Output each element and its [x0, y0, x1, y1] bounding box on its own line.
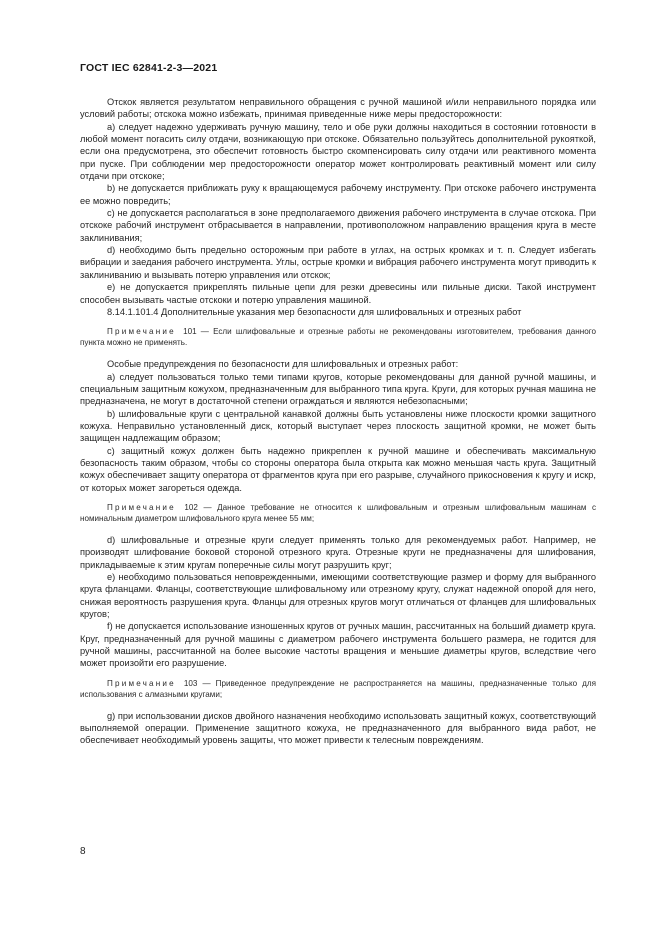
paragraph: Отскок является результатом неправильного обращения с ручной машиной и/или неправильного порядка или условий работы; отскока можно избежать, принимая приведенные ниже меры предосторожности:	[80, 97, 596, 120]
note-label: Примечание	[107, 502, 176, 512]
paragraph: b) шлифовальные круги с центральной канавкой должны быть установлены ниже плоскости кромки защитного кожуха. Неправильно установленный диск, который выступает через плоскость защитной кромки, не может быть защищен надлежащим образом;	[80, 408, 596, 444]
note-text: 102 — Данное требование не относится к шлифовальным и отрезным шлифовальным машинам с номинальным диаметром шлифовального круга менее 55 мм;	[80, 502, 597, 523]
note-101	[80, 326, 596, 348]
paragraph: с) защитный кожух должен быть надежно прикреплен к ручной машине и обеспечивать максимальную безопасность таким образом, чтобы со стороны оператора была открыта как можно меньшая часть круга. Защитный кожух обеспечивает защиту оператора от фрагментов круга при его разрыве, случайного прикосновения к кругу и искр, от которых может загореться одежда.	[80, 445, 596, 493]
page-number: 8	[80, 846, 86, 857]
paragraph: d) шлифовальные и отрезные круги следует применять только для рекомендуемых работ. Например, не производят шлифование боковой стороной отрезного круга. Отрезные круги не предназначены для шлифования, прикладываемые к этим кругам поперечные силы могут разрушить круг;	[80, 534, 596, 570]
paragraph: с) не допускается располагаться в зоне предполагаемого движения рабочего инструмента в случае отскока. При отскоке рабочий инструмент отбрасывается в направлении, противоположном направлению вращения круга в месте заклинивания;	[80, 208, 596, 243]
paragraph: Особые предупреждения по безопасности для шлифовальных и отрезных работ:	[107, 359, 459, 370]
standard-header: ГОСТ IEC 62841-2-3—2021	[80, 62, 218, 74]
paragraph: f) не допускается использование изношенных кругов от ручных машин, рассчитанных на больший диаметр круга. Круг, предназначенный для ручной машины с диаметром рабочего инструмента большего размера, не годится для ручной машины, рассчитанной на более высокие частоты вращения и меньшие диаметры кругов, вследствие чего может произойти его разрушение.	[80, 621, 596, 669]
note-text: 101 — Если шлифовальные и отрезные работы не рекомендованы изготовителем, требования данного пункта можно не применять.	[80, 327, 596, 348]
paragraph: а) следует пользоваться только теми типами кругов, которые рекомендованы для данной ручной машины, и специальным защитным кожухом, предназначенным для выбранного типа круга. Круги, для которых ручная машина не предназначена, не могут в достаточной степени ограждаться и являются небезопасными;	[80, 371, 596, 407]
paragraph: е) не допускается прикреплять пильные цепи для резки древесины или пильные диски. Такой инструмент способен вызывать частые отскоки и потерю управления машиной.	[80, 282, 596, 305]
note-102	[80, 502, 596, 524]
note-label: Примечание	[107, 327, 176, 337]
note-text: 103 — Приведенное предупреждение не распространяется на машины, предназначенные только для использования с алмазными кругами;	[80, 678, 596, 699]
paragraph: а) следует надежно удерживать ручную машину, тело и обе руки должны находиться в состоянии готовности в любой момент погасить силу отдачи, возникающую при отскоке. Обязательно пользуйтесь дополнительной рукояткой, если она предусмотрена, это обеспечит готовность быстро скомпенсировать силу отдачи или реактивного момента при пуске. При соблюдении мер предосторожности оператор может контролировать реактивный момент или силу отдачи при отскоке;	[80, 121, 596, 182]
body-text	[80, 96, 596, 747]
note-label: Примечание	[107, 678, 176, 688]
paragraph: е) необходимо пользоваться неповрежденными, имеющими соответствующие размер и форму для выбранного круга фланцами. Фланцы, соответствующие шлифовальному или отрезному кругу, служат надежной опорой для него, снижая вероятность разрушения круга. Фланцы для отрезных кругов могут отличаться от фланцев для шлифовальных кругов;	[80, 572, 596, 620]
paragraph: g) при использовании дисков двойного назначения необходимо использовать защитный кожух, соответствующий выполняемой операции. Применение защитного кожуха, не предназначенного для выбранного вида работ, не обеспечивает необходимый уровень защиты, что может привести к телесным повреждениям.	[80, 710, 596, 746]
section-heading-8-14-1-101-4: 8.14.1.101.4 Дополнительные указания мер безопасности для шлифовальных и отрезных работ	[107, 306, 522, 317]
paragraph: d) необходимо быть предельно осторожным при работе в углах, на острых кромках и т. п. Следует избегать вибрации и заедания рабочего инструмента. Углы, острые кромки и вибрация рабочего инструмента могут приводить к заклиниванию и вызывать потерю управления или отскок;	[80, 245, 596, 280]
paragraph: b) не допускается приближать руку к вращающемуся рабочему инструменту. При отскоке рабочего инструмента ее можно повредить;	[80, 183, 596, 206]
note-103	[80, 678, 596, 700]
